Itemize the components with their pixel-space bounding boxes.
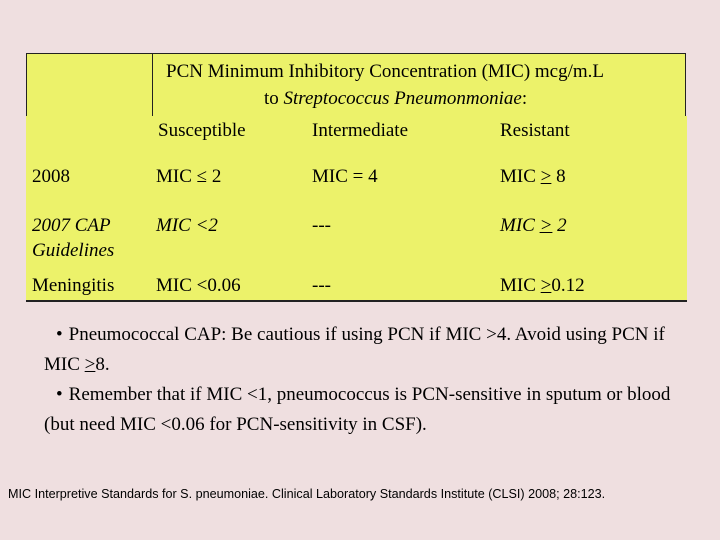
cell-resistant: MIC > 2: [500, 215, 567, 236]
row-label-2008: 2008: [32, 166, 70, 187]
column-header-intermediate: Intermediate: [312, 120, 409, 141]
cell-susceptible: MIC <0.06: [156, 275, 241, 296]
table-title-line2: to Streptococcus Pneumonmoniae:: [264, 88, 528, 109]
citation: MIC Interpretive Standards for S. pneumoniae. Clinical Laboratory Standards Institute (CLSI) 2008; 28:123.: [8, 487, 606, 501]
organism-name: Streptococcus Pneumonmoniae: [283, 88, 522, 109]
row-label-meningitis: Meningitis: [32, 275, 115, 296]
notes: [44, 320, 684, 440]
note-pcn-cap: • Pneumococcal CAP: Be cautious if using PCN if MIC >4. Avoid using PCN if MIC >8.: [44, 324, 665, 375]
cell-intermediate: ---: [312, 275, 331, 296]
cell-resistant: MIC > 8: [500, 166, 566, 187]
table-title-line1: PCN Minimum Inhibitory Concentration (MIC) mcg/m.L: [166, 61, 605, 82]
cell-resistant: MIC >0.12: [500, 275, 585, 296]
cell-intermediate: MIC = 4: [312, 166, 378, 187]
row-label-cap-line1: 2007 CAP: [32, 215, 111, 236]
bullet-icon: •: [56, 384, 63, 405]
bullet-icon: •: [56, 324, 63, 345]
cell-intermediate: ---: [312, 215, 331, 236]
column-header-susceptible: Susceptible: [158, 120, 246, 141]
cell-susceptible: MIC ≤ 2: [156, 166, 222, 187]
cell-susceptible: MIC <2: [156, 215, 218, 236]
column-header-resistant: Resistant: [500, 120, 570, 141]
table-body: [26, 116, 687, 302]
note-mic-sensitivity: • Remember that if MIC <1, pneumococcus is PCN-sensitive in sputum or blood (but need MIC <0.06 for PCN-sensitivity in CSF).: [44, 384, 671, 435]
row-label-cap-line2: Guidelines: [32, 240, 115, 261]
